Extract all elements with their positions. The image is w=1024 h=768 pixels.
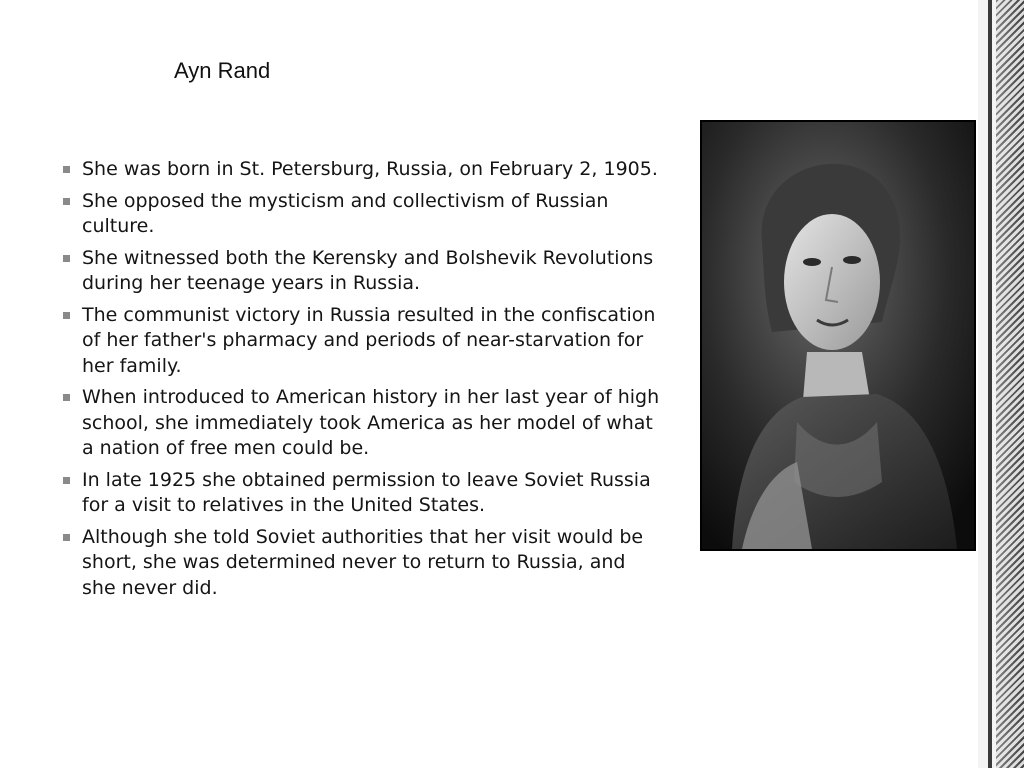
square-bullet-icon (63, 477, 70, 484)
slide-title: Ayn Rand (174, 58, 271, 83)
square-bullet-icon (63, 255, 70, 262)
list-item (62, 525, 662, 602)
square-bullet-icon (63, 394, 70, 401)
list-item (62, 385, 662, 462)
bullet-text: She witnessed both the Kerensky and Bolshevik Revolutions during her teenage years in Russia. (82, 246, 654, 294)
square-bullet-icon (63, 534, 70, 541)
square-bullet-icon (63, 198, 70, 205)
bullet-text: When introduced to American history in her last year of high school, she immediately took America as her model of what a nation of free men could be. (82, 386, 660, 459)
bullet-text: She opposed the mysticism and collectivism of Russian culture. (82, 189, 609, 237)
square-bullet-icon (63, 312, 70, 319)
side-decoration-fade (996, 0, 1024, 768)
square-bullet-icon (63, 166, 70, 173)
list-item (62, 246, 662, 297)
portrait-photo (700, 120, 976, 551)
bullet-list (62, 157, 662, 607)
list-item (62, 303, 662, 380)
list-item (62, 189, 662, 240)
portrait-image (702, 122, 974, 549)
list-item (62, 468, 662, 519)
side-decoration-line (988, 0, 992, 768)
list-item (62, 157, 662, 183)
bullet-text: The communist victory in Russia resulted in the confiscation of her father's pharmacy and periods of near-starvation for her family. (82, 303, 656, 377)
bullet-text: Although she told Soviet authorities that her visit would be short, she was determined never to return to Russia, and she never did. (82, 525, 644, 599)
bullet-text: She was born in St. Petersburg, Russia, on February 2, 1905. (82, 158, 658, 180)
bullet-text: In late 1925 she obtained permission to leave Soviet Russia for a visit to relatives in the United States. (82, 468, 651, 516)
